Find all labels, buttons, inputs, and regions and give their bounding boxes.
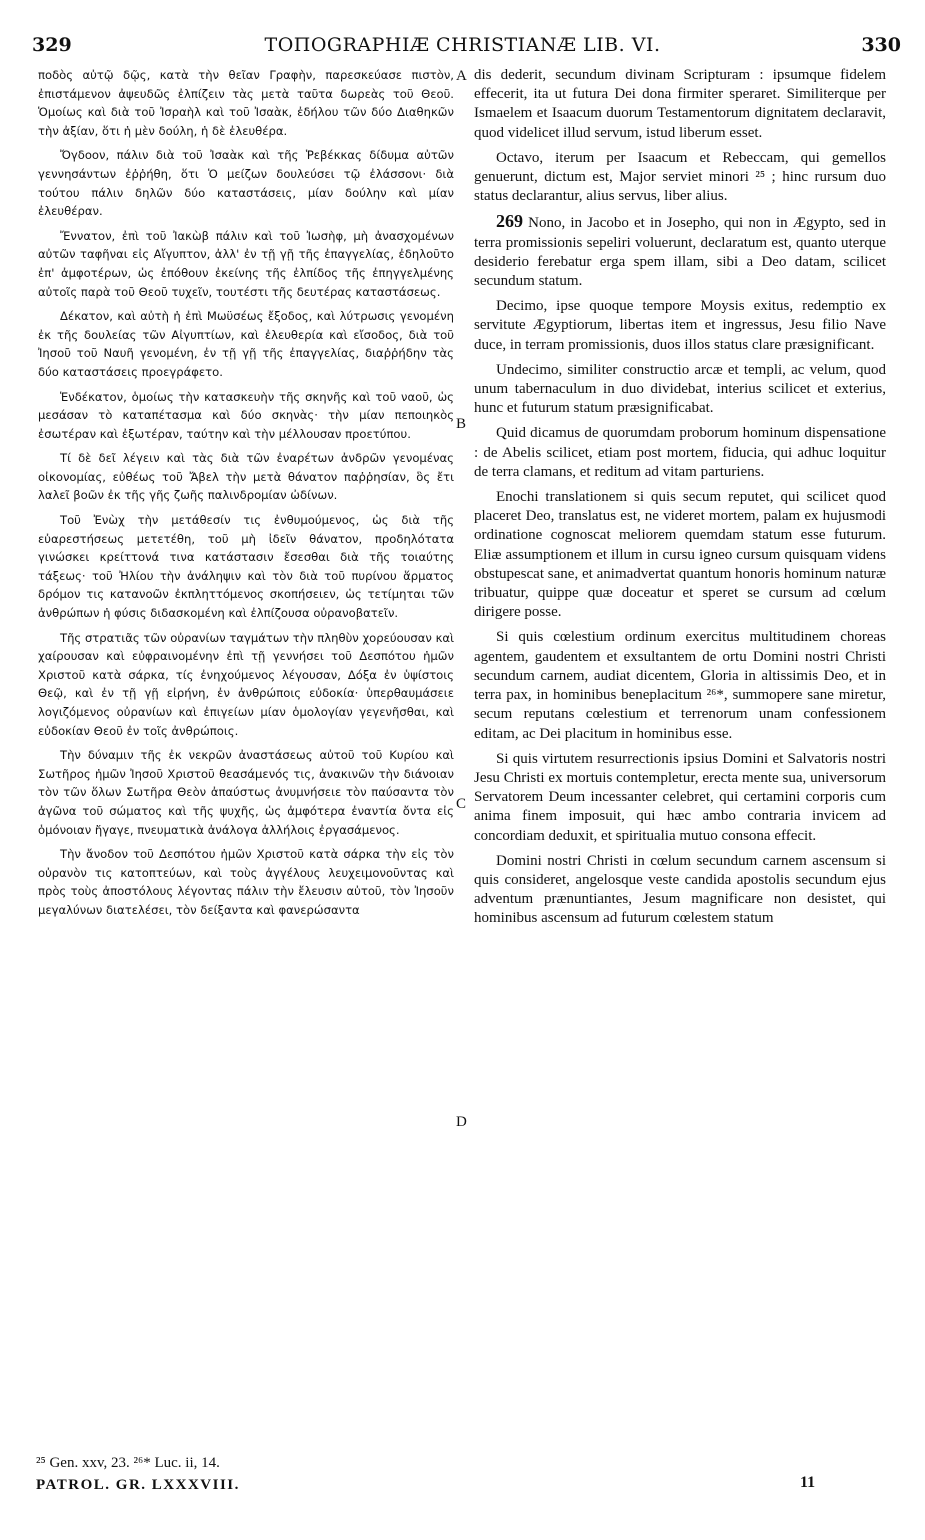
- latin-paragraph: Quid dicamus de quorumdam proborum hominum dispensatione : de Abelis scilicet, etiam post mortem, fiducia, qui adhuc loquitur de terra clamans, et reditum ad vitam parturiens.: [474, 425, 886, 480]
- section-number: 269: [496, 211, 523, 232]
- patrol-signature: PATROL. GR. LXXXVIII.: [36, 1477, 240, 1493]
- latin-paragraph: Si quis cœlestium ordinum exercitus multitudinem choreas agentem, gaudentem et exsultantem de ortu Domini nostri Christi secundum carnem, audiat dicentem, Gloria in altissimis Deo, et in terra pax, in hominibus beneplacitum ²⁶*, summopere sane miretur, secum reputans cœlestium et terrenorum unam confessionem editam, ac Dei placitum in hominibus esse.: [474, 629, 886, 742]
- greek-paragraph: Τοῦ Ἐνὼχ τὴν μετάθεσίν τις ἐνθυμούμενος, ὡς διὰ τῆς εὐαρεστήσεως μετετέθη, τοῦ μὴ ἰδεῖν θάνατον, προδηλότατα γινώσκει κρείττονά τινα κατάστασιν ἔσεσθαι διὰ τῆς τοιαύτης τάξεως· τοῦ Ἠλίου τὴν ἀνάληψιν καὶ τὸν διὰ τοῦ πυρίνου ἅρματος δρόμον τις κατανοῶν ἐκπληττόμενος σκοπήσειεν, ὡς τετίμηται τῶν ἀνθρώπων ἡ φύσις διδασκομένη καὶ ἐλπίζουσα οὐρανοβατεῖν.: [38, 513, 454, 621]
- latin-paragraph: Domini nostri Christi in cœlum secundum carnem ascensum si quis consideret, angelosque veste candida apostolis secundum ejus adventum prænuntiantes, Jesum magnificare non desistet, qui hominibus ascensum ad futurum cœlestem statum: [474, 852, 886, 927]
- greek-column: [38, 66, 454, 926]
- running-title: ΤΟΠΟGRAPHIÆ CHRISTIANÆ LIB. VI.: [264, 34, 661, 56]
- greek-paragraph: Τῆς στρατιᾶς τῶν οὐρανίων ταγμάτων τὴν πληθὺν χορεύουσαν καὶ χαίρουσαν καὶ εὐφραινομένην ἐπὶ τῇ γεννήσει τοῦ Δεσπότου ἡμῶν Χριστοῦ κατὰ σάρκα, τίς ἐνηχούμενος λέγουσαν, Δόξα ἐν ὑψίστοις Θεῷ, καὶ ἐν τῇ γῇ εἰρήνη, ἐν ἀνθρώποις εὐδοκία· ὑπερθαυμάσειε λογιζόμενος οὐρανίων καὶ ἐπιγείων μίαν ὁμολογίαν γεγενῆσθαι, καὶ εὐδοκίαν Θεοῦ ἐν τοῖς ἀνθρώποις.: [38, 630, 454, 738]
- running-header: [0, 34, 925, 64]
- greek-paragraph: ποδὸς αὐτῷ δῷς, κατὰ τὴν θεῖαν Γραφὴν, παρεσκεύασε πιστὸν, ἐπιστάμενον ἀψευδῶς ἐλπίζειν τὰς μετὰ ταῦτα δωρεὰς τοῦ Θεοῦ. Ὁμοίως καὶ διὰ τοῦ Ἰσραὴλ καὶ τοῦ Ἰσαὰκ, ἐδήλου τῶν δύο Διαθηκῶν τὴν ἀξίαν, ὅτι ἡ μὲν δούλη, ἡ δὲ ἐλευθέρα.: [38, 68, 454, 138]
- greek-paragraph: Τὴν δύναμιν τῆς ἐκ νεκρῶν ἀναστάσεως αὐτοῦ τοῦ Κυρίου καὶ Σωτῆρος ἡμῶν Ἰησοῦ Χριστοῦ θεασάμενός τις, ἀνακινῶν τὴν διάνοιαν τὸν τῶν ὅλων Σωτῆρα Θεὸν ἀπαύστως ἀνυμνήσειε τὸν παύσαντα τὸν ἀγῶνα τοῦ σώματος καὶ τῆς ψυχῆς, ὡς ἀμφότερα ἐναντία ὄντα εἰς ὁμόνοιαν ἤγαγε, πνευματικὰ ἀνάλογα ἀλλήλοις ἐργασάμενος.: [38, 748, 454, 837]
- page-number-left: 329: [32, 34, 72, 56]
- greek-paragraph: Ἑνδέκατον, ὁμοίως τὴν κατασκευὴν τῆς σκηνῆς καὶ τοῦ ναοῦ, ὡς μεσάσαν τὸ καταπέτασμα καὶ δύο σκηνὰς· τὴν μίαν πεποιηκὸς ἐσωτέραν καὶ ἐξωτέραν, ταύτην καὶ τὴν μέλλουσαν προετύπου.: [38, 389, 454, 441]
- margin-letter-d: D: [456, 1114, 467, 1130]
- margin-letter-c: C: [456, 796, 467, 812]
- margin-letter-b: B: [456, 416, 467, 432]
- margin-letter-a: A: [456, 68, 467, 84]
- page-number-right: 330: [861, 34, 901, 56]
- latin-paragraph: Enochi translationem si quis secum reputet, qui scilicet quod placeret Deo, translatus est, ne videret mortem, palam ex hujusmodi ordinatione cognoscat meliorem quemdam statum esse futurum. Eliæ assumptionem et illum in cursu igneo cursum quisquam videns obstupescat sane, et animadvertat quantum honoris hominum naturæ tribuatur, quippe quæ doceatur et speret se cursum ad cœlum dirigere posse.: [474, 489, 886, 621]
- greek-paragraph: Ὄγδοον, πάλιν διὰ τοῦ Ἰσαὰκ καὶ τῆς Ῥεβέκκας δίδυμα αὐτῶν γεννησάντων ἐῤῥήθη, ὅτι Ὁ μείζων δουλεύσει τῷ ἐλάσσονι· διὰ τούτου πάλιν δηλῶν δύο καταστάσεις, μίαν δούλην καὶ μίαν ἐλευθέραν.: [38, 148, 454, 219]
- latin-paragraph: Decimo, ipse quoque tempore Moysis exitus, redemptio ex servitute Ægyptiorum, libertas item et ingressus, Jesu filio Nave duce, in terram promissionis, duos illos status clare præsignificant.: [474, 298, 886, 353]
- greek-paragraph: Τὴν ἄνοδον τοῦ Δεσπότου ἡμῶν Χριστοῦ κατὰ σάρκα τὴν εἰς τὸν οὐρανὸν τις κατοπτεύων, καὶ τοὺς ἀγγέλους λευχειμονοῦντας καὶ πρὸς τοὺς ἀποστόλους λέγοντας πάλιν τὴν ἔλευσιν αὐτοῦ, τὸν Ἰησοῦν μεγαλύνων διατελέσει, τὸν δείξαντα καὶ φανερώσαντα: [38, 847, 454, 917]
- greek-paragraph: Ἔννατον, ἐπὶ τοῦ Ἰακὼβ πάλιν καὶ τοῦ Ἰωσὴφ, μὴ ἀνασχομένων αὐτῶν ταφῆναι εἰς Αἴγυπτον, ἀλλ' ἐν τῇ γῇ τῆς ἐπαγγελίας, ἐδηλοῦτο ἐπ' ἀμφοτέρων, ὡς ἐπόθουν ἐκείνης τῆς ἐλπίδος τῆς ἐπηγγελμένης αὐτοῖς παρὰ τοῦ Θεοῦ τυχεῖν, τουτέστι τῆς δευτέρας καταστάσεως.: [38, 228, 454, 299]
- latin-paragraph: dis dederit, secundum divinam Scripturam : ipsumque fidelem effecerit, ita ut futura Dei dona firmiter speraret. Similiterque per Ismaelem et Isaacum duorum Testamentorum dignitatem declaravit, quod videlicet illud servum, istud liberum esset.: [474, 67, 886, 141]
- gathering-signature: 11: [800, 1474, 816, 1491]
- greek-paragraph: Τί δὲ δεῖ λέγειν καὶ τὰς διὰ τῶν ἐναρέτων ἀνδρῶν γενομένας οἰκονομίας, εὐθέως τοῦ Ἄβελ τὴν μετὰ θάνατον παῤῥησίαν, ὃς ἔτι λαλεῖ βοῶν ἐκ τῆς γῆς ζωῆς παλινδρομίαν ὠδίνων.: [38, 451, 454, 503]
- footnote-refs: ²⁵ Gen. xxv, 23. ²⁶* Luc. ii, 14.: [36, 1455, 220, 1471]
- latin-paragraph: Si quis virtutem resurrectionis ipsius Domini et Salvatoris nostri Jesu Christi ex mortuis contempletur, erecta mente sua, universorum Servatorem Deum incessanter celebret, qui certamini corporis cum anima finem imposuit, qui hæc ambo contraria invicem ad concordiam deduxit, et spiritualia mutuo consona effecit.: [474, 750, 886, 844]
- latin-paragraph: Undecimo, similiter constructio arcæ et templi, ac velum, quod unum tabernaculum in duo dividebat, interius scilicet et exterius, hunc et futurum statum præsignificabat.: [474, 361, 886, 417]
- latin-paragraph: Octavo, iterum per Isaacum et Rebeccam, qui gemellos genuerunt, dictum est, Major serviet minori ²⁵ ; hinc rursum duo status declarantur, alius servus, liber alius.: [474, 149, 886, 205]
- footnotes: [36, 1452, 456, 1496]
- latin-paragraph-269: [474, 212, 886, 291]
- latin-paragraph-text: Nono, in Jacobo et in Josepho, qui non in Ægypto, sed in terra promissionis sepeliri voluerunt, declaratum est, quanto uterque desiderio ferebatur erga spem illam, sibi a Deo datam, scilicet secundum statum.: [474, 215, 887, 290]
- greek-paragraph: Δέκατον, καὶ αὐτὴ ἡ ἐπὶ Μωϋσέως ἔξοδος, καὶ λύτρωσις γενομένη ἐκ τῆς δουλείας τῶν Αἰγυπτίων, καὶ ἐλευθερία καὶ εἴσοδος, διὰ τοῦ Ἰησοῦ τοῦ Ναυῆ γενομένη, ἐν τῇ γῇ τῆς ἐπαγγελίας, διαῤῥήδην τὰς δύο καταστάσεις προεγράφετο.: [38, 309, 454, 379]
- latin-column: [474, 66, 886, 935]
